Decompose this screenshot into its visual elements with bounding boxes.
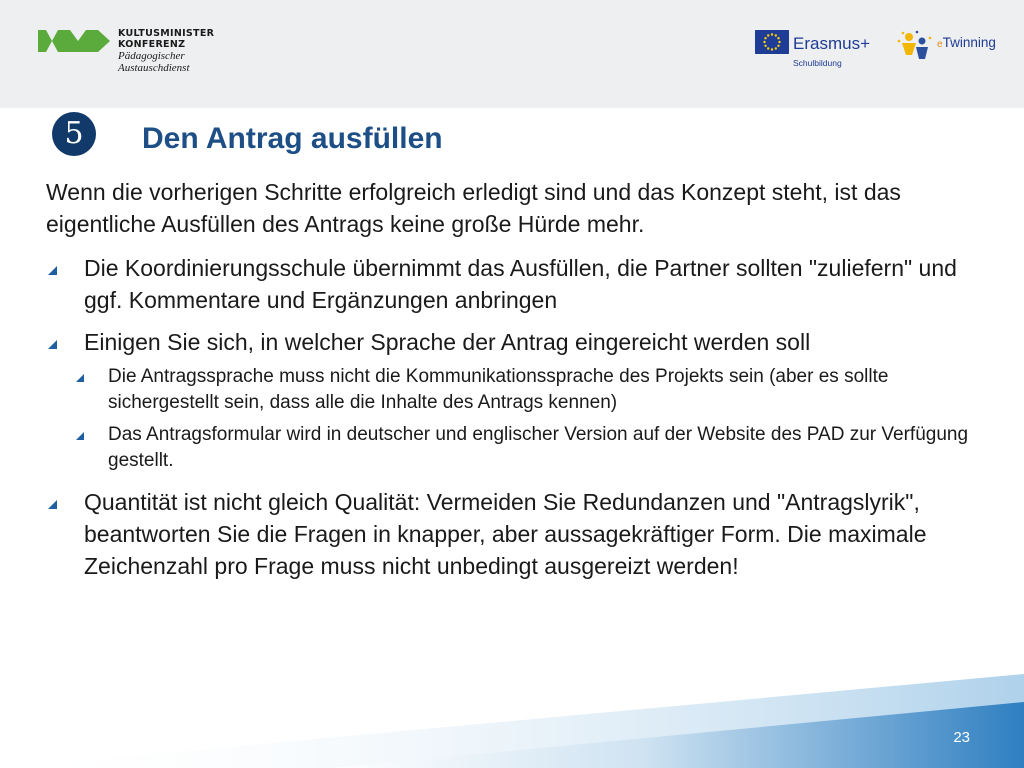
bullet-item <box>46 326 1001 358</box>
intro-paragraph: Wenn die vorherigen Schritte erfolgreich erledigt sind und das Konzept steht, ist das eigentliche Ausfüllen des Antrags keine große Hürde mehr. <box>46 179 901 237</box>
kmk-logo-icon <box>38 30 110 52</box>
kmk-line-1: KULTUSMINISTER <box>118 28 215 39</box>
sub-bullet-text: Die Antragssprache muss nicht die Kommunikationssprache des Projekts sein (aber es sollte sichergestellt sein, dass alle die Inhalte des Antrags kennen) <box>108 366 889 413</box>
slide-body <box>46 176 1001 582</box>
kmk-line-3: Pädagogischer <box>118 50 185 62</box>
triangle-arrow-icon <box>76 374 84 382</box>
bullet-text: Die Koordinierungsschule übernimmt das Ausfüllen, die Partner sollten "zuliefern" und ggf. Kommentare und Ergänzungen anbringen <box>84 255 957 313</box>
bullet-text: Quantität ist nicht gleich Qualität: Vermeiden Sie Redundanzen und "Antragslyrik", beantworten Sie die Fragen in knapper, aber aussagekräftiger Form. Die maximale Zeichenzahl pro Frage muss nicht unbedingt ausgereizt werden! <box>84 489 927 579</box>
sub-bullet-text: Das Antragsformular wird in deutscher und englischer Version auf der Website des PAD zur Verfügung gestellt. <box>108 424 969 471</box>
footer-swoosh <box>0 640 1024 768</box>
kmk-wordmark <box>118 28 214 74</box>
bullet-item <box>46 486 1001 582</box>
erasmus-name: Erasmus+ <box>793 34 870 53</box>
step-number-badge: 5 <box>52 112 96 156</box>
sub-bullet-item <box>46 422 1001 474</box>
header-band <box>0 0 1024 108</box>
etwinning-e: e <box>937 39 943 50</box>
kmk-line-4: Austauschdienst <box>118 62 190 74</box>
etwinning-rest: Twinning <box>942 35 996 50</box>
triangle-arrow-icon <box>48 500 57 509</box>
triangle-arrow-icon <box>48 340 57 349</box>
bullet-text: Einigen Sie sich, in welcher Sprache der Antrag eingereicht werden soll <box>84 329 811 355</box>
etwinning-name <box>937 35 996 50</box>
eu-flag-icon <box>755 30 789 54</box>
slide-title: Den Antrag ausfüllen <box>142 122 443 155</box>
sub-bullet-item <box>46 364 1001 416</box>
erasmus-subtitle: Schulbildung <box>793 58 842 68</box>
kmk-line-2: KONFERENZ <box>118 39 186 50</box>
triangle-arrow-icon <box>76 432 84 440</box>
bullet-item <box>46 252 1001 316</box>
page-number: 23 <box>953 729 970 746</box>
etwinning-people-icon <box>897 29 935 63</box>
triangle-arrow-icon <box>48 266 57 275</box>
